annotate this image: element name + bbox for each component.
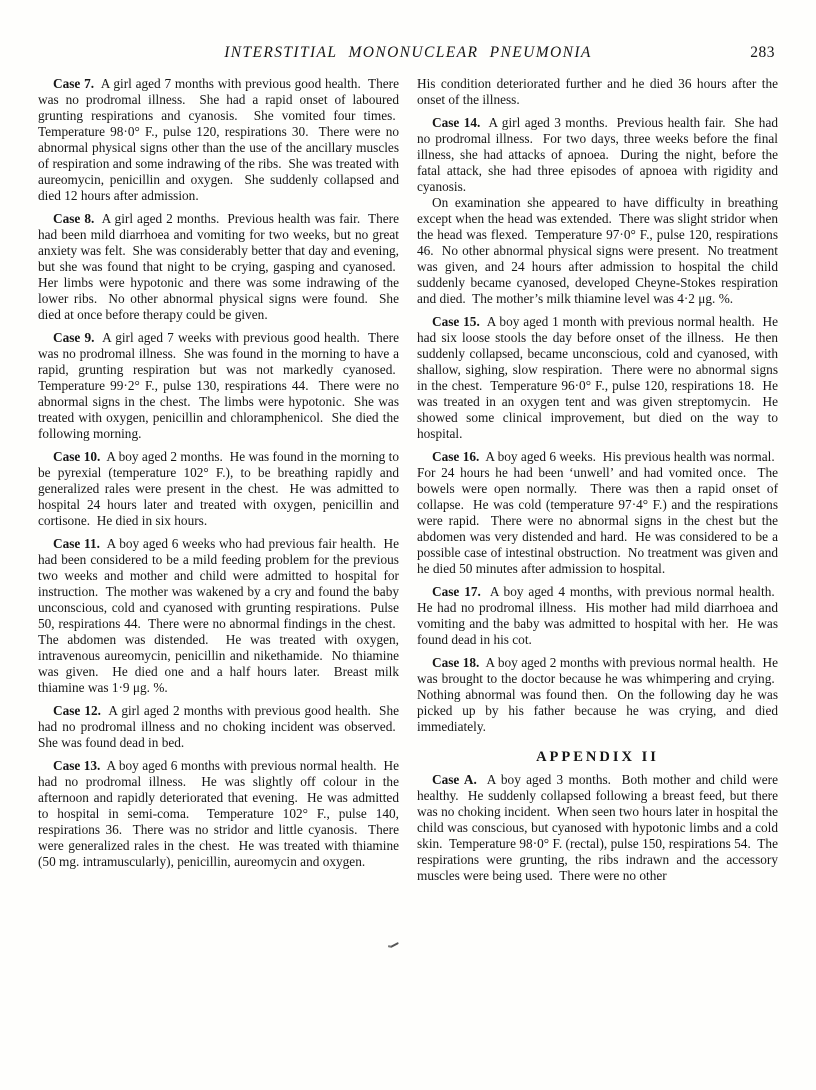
case-label: Case 9. bbox=[53, 330, 95, 345]
page-number: 283 bbox=[750, 44, 775, 61]
case-paragraph: Case 7. A girl aged 7 months with previous good health. There was no prodromal illness. She had a rapid onset of laboured grunting respirations and cyanosis. She vomited four times. Temperature 98·0° F., pulse 120, respirations 30. There were no abnormal physical signs other than the use of the ancillary muscles of respiration and some indrawing of the ribs. She was treated with aureomycin, penicillin and oxygen. She suddenly collapsed and died 12 hours after admission. bbox=[38, 76, 400, 203]
case-label: Case 11. bbox=[53, 536, 100, 551]
text-columns bbox=[38, 76, 778, 884]
stray-pen-mark bbox=[390, 942, 399, 948]
case-paragraph: Case 15. A boy aged 1 month with previous normal health. He had six loose stools the day before onset of the illness. He then suddenly collapsed, became unconscious, cold and cyanosed, with shallow, sighing, slow respiration. There were no abnormal signs in the chest. Temperature 96·0° F., pulse 120, respirations 18. He was treated in an oxygen tent and was given streptomycin. He showed some clinical improvement, but died on the way to hospital. bbox=[417, 314, 778, 441]
case-paragraph: Case 17. A boy aged 4 months, with previous normal health. He had no prodromal illness. His mother had mild diarrhoea and vomiting and the baby was admitted to hospital with her. He was found dead in his cot. bbox=[417, 584, 778, 647]
page-header bbox=[38, 44, 778, 66]
case-paragraph: Case 14. A girl aged 3 months. Previous health fair. She had no prodromal illness. For two days, three weeks before the final illness, she had attacks of apnoea. During the night, before the fatal attack, she had three episodes of apnoea with rigidity and cyanosis. bbox=[417, 115, 778, 194]
right-column bbox=[417, 76, 778, 884]
case-label: Case A. bbox=[432, 772, 477, 787]
paragraph: On examination she appeared to have difficulty in breathing except when the head was extended. There was slight stridor when the head was flexed. Temperature 97·0° F., pulse 120, respirations 46. No other abnormal physical signs were present. No treatment was given, and 24 hours after admission to hospital the child suddenly became cyanosed, developed Cheyne-Stokes respiration and died. The mother’s milk thiamine level was 4·2 μg. %. bbox=[417, 195, 778, 306]
article-title: INTERSTITIAL MONONUCLEAR PNEUMONIA bbox=[224, 44, 592, 61]
case-label: Case 7. bbox=[53, 76, 95, 91]
case-label: Case 14. bbox=[432, 115, 481, 130]
left-column bbox=[38, 76, 399, 884]
case-paragraph: Case A. A boy aged 3 months. Both mother and child were healthy. He suddenly collapsed following a breast feed, but there was no choking incident. When seen two hours later in hospital the child was conscious, but cyanosed with hypotonic limbs and a cold skin. Temperature 98·0° F. (rectal), pulse 150, respirations 54. The respirations were grunting, the ribs indrawn and the accessory muscles were being used. There were no other bbox=[417, 772, 778, 883]
case-label: Case 15. bbox=[432, 314, 480, 329]
case-label: Case 10. bbox=[53, 449, 101, 464]
case-label: Case 12. bbox=[53, 703, 102, 718]
case-label: Case 13. bbox=[53, 758, 101, 773]
paragraph: His condition deteriorated further and he died 36 hours after the onset of the illness. bbox=[417, 76, 778, 107]
case-paragraph: Case 16. A boy aged 6 weeks. His previous health was normal. For 24 hours he had been ‘unwell’ and had vomited once. The bowels were open normally. There was then a rapid onset of collapse. He was cold (temperature 97·4° F.) and the respirations were rapid. There were no abnormal signs in the chest but the abdomen was very distended and hard. He was considered to be a possible case of intestinal obstruction. No treatment was given and he died 50 minutes after admission to hospital. bbox=[417, 449, 778, 576]
case-paragraph: Case 13. A boy aged 6 months with previous normal health. He had no prodromal illness. He was slightly off colour in the afternoon and rapidly deteriorated that evening. He was admitted to hospital in semi-coma. Temperature 102° F., pulse 140, respirations 36. There was no stridor and little cyanosis. There were generalized rales in the chest. He was treated with thiamine (50 mg. intramuscularly), penicillin, aureomycin and oxygen. bbox=[38, 758, 399, 869]
case-paragraph: Case 11. A boy aged 6 weeks who had previous fair health. He had been considered to be a mild feeding problem for the previous two weeks and mother and child were admitted to hospital for instruction. The mother was wakened by a cry and found the baby unconscious, cold and cyanosed with grunting respirations. Pulse 50, respirations 44. There were no abnormal findings in the chest. The abdomen was distended. He was treated with oxygen, intravenous aureomycin, penicillin and nikethamide. No thiamine was given. He died one and a half hours later. Breast milk thiamine was 1·9 μg. %. bbox=[38, 536, 399, 695]
case-paragraph: Case 10. A boy aged 2 months. He was found in the morning to be pyrexial (temperature 102° F.), to be breathing rapidly and generalized rales were present in the chest. He was admitted to hospital 24 hours later and treated with oxygen, penicillin and cortisone. He died in six hours. bbox=[38, 449, 399, 528]
case-label: Case 16. bbox=[432, 449, 480, 464]
case-label: Case 8. bbox=[53, 211, 95, 226]
case-paragraph: Case 12. A girl aged 2 months with previous good health. She had no prodromal illness and no choking incident was observed. She was found dead in bed. bbox=[38, 703, 399, 750]
case-paragraph: Case 8. A girl aged 2 months. Previous health was fair. There had been mild diarrhoea and vomiting for two weeks, but no great anxiety was felt. She was considerably better that day and evening, but she was found that night to be crying, gasping and cyanosed. Her limbs were hypotonic and there was some indrawing of the lower ribs. No other abnormal physical signs were found. She died at once before therapy could be given. bbox=[38, 211, 399, 322]
case-label: Case 18. bbox=[432, 655, 480, 670]
case-paragraph: Case 9. A girl aged 7 weeks with previous good health. There was no prodromal illness. She was found in the morning to have a rapid, grunting respiration but was not markedly cyanosed. Temperature 99·2° F., pulse 130, respirations 44. There were no abnormal signs in the chest. The limbs were hypotonic. She was treated with oxygen, penicillin and chloramphenicol. She died the following morning. bbox=[38, 330, 400, 441]
appendix-heading: APPENDIX II bbox=[536, 749, 659, 765]
case-label: Case 17. bbox=[432, 584, 481, 599]
case-paragraph: Case 18. A boy aged 2 months with previous normal health. He was brought to the doctor because he was whimpering and crying. Nothing abnormal was found then. On the following day he was picked up by his father because he was crying, and died immediately. bbox=[417, 655, 778, 734]
